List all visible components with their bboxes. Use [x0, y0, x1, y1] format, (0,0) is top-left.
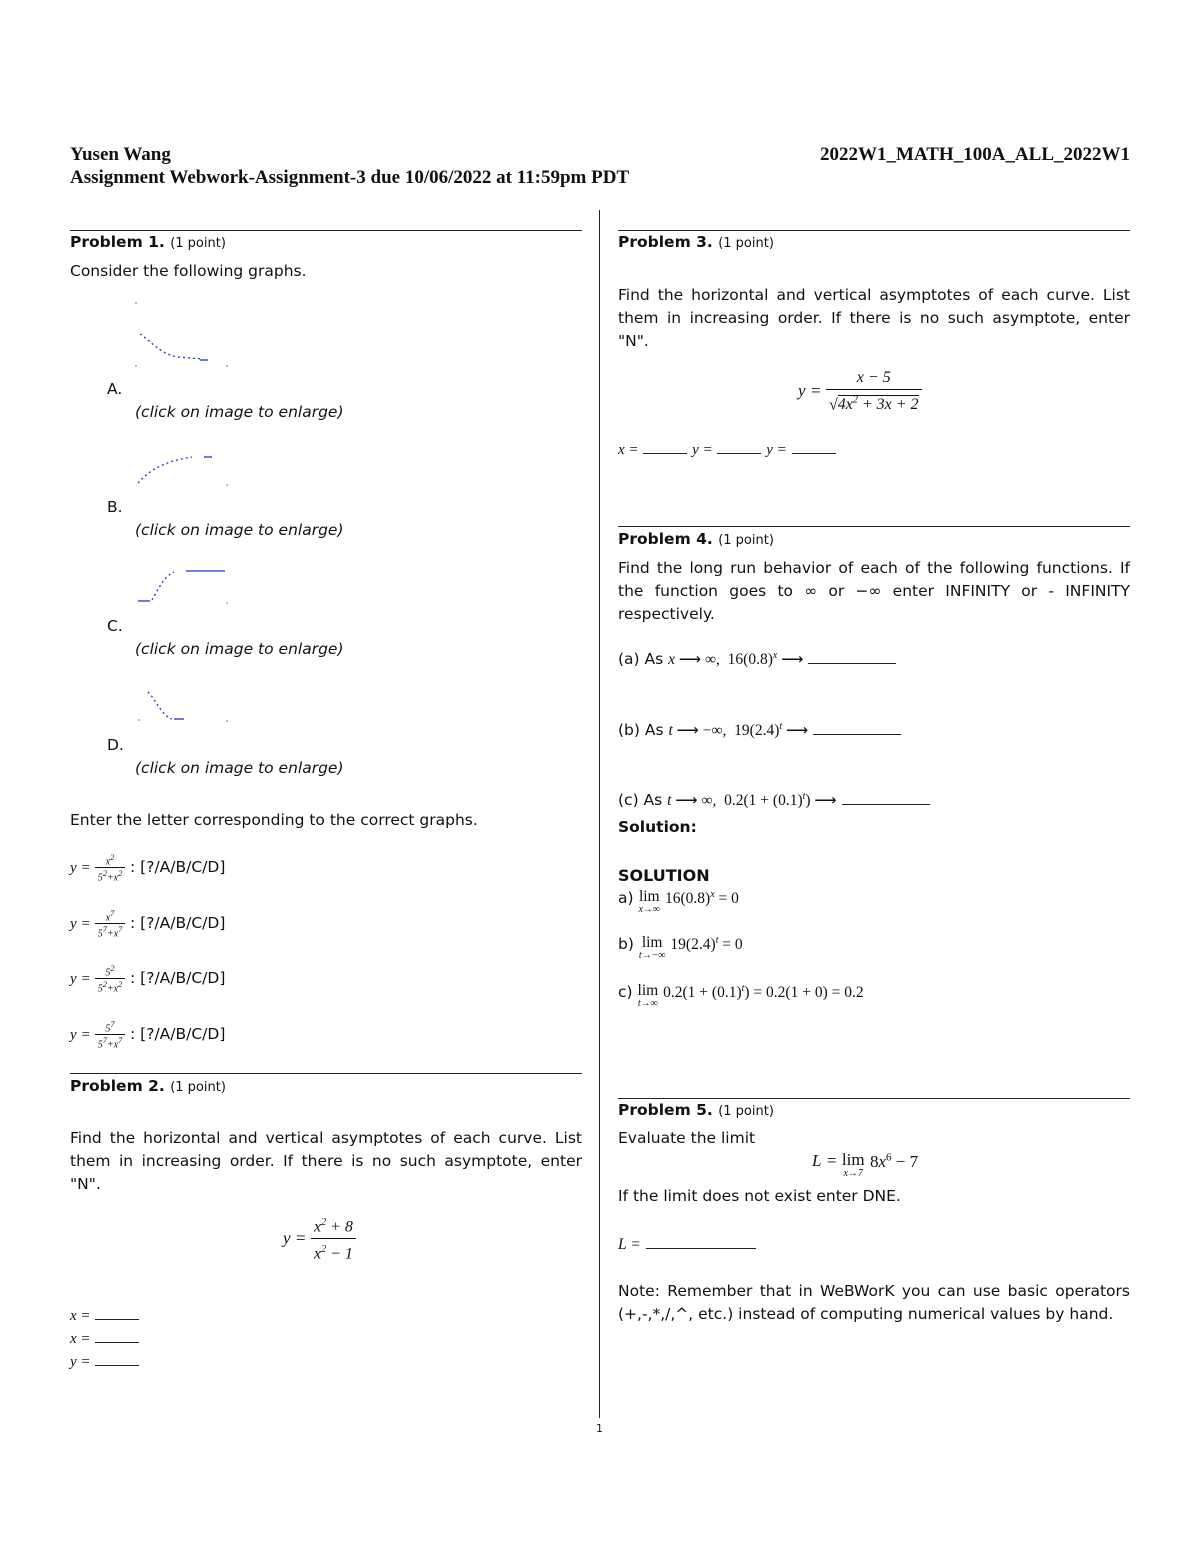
p5-answer [618, 1235, 756, 1254]
graph-b-image[interactable] [130, 440, 235, 490]
p4-input-b[interactable] [813, 722, 901, 735]
p4-part-a: (a) As x ⟶ ∞, $16(0.8)^x$ ⟶ [618, 650, 896, 669]
course-code: 2022W1_MATH_100A_ALL_2022W1 [820, 144, 1130, 165]
p3-input-2[interactable] [717, 441, 761, 454]
p4-part-c-label: (c) As [618, 791, 663, 810]
p1-equation-4: y = $\frac{5^7}{5^7+x^7}$ : [?/A/B/C/D] [70, 1020, 226, 1051]
p1-equation-2: y = $\frac{x^7}{5^7+x^7}$ : [?/A/B/C/D] [70, 909, 226, 940]
p1-equation-1: y = $\frac{x^2}{5^2+x^2}$ : [?/A/B/C/D] [70, 853, 226, 884]
problem-5-title: Problem 5. [618, 1101, 713, 1119]
problem-1-instruction: Enter the letter corresponding to the correct graphs. [70, 811, 478, 829]
problem-2-title: Problem 2. [70, 1077, 165, 1095]
p2-label-3: y = [70, 1354, 91, 1370]
p4-solution-c: c) lim t→∞ $0.2(1 + (0.1)^t) = 0.2(1 + 0) = 0.2$ [618, 982, 864, 1009]
assignment-title: Assignment Webwork-Assignment-3 due 10/06/2022 at 11:59pm PDT [70, 167, 630, 188]
problem-2-points: (1 point) [170, 1080, 226, 1095]
p3-input-1[interactable] [643, 441, 687, 454]
problem-4-title: Problem 4. [618, 530, 713, 548]
p4-solution-b: b) lim t→−∞ $19(2.4)^t = 0$ [618, 934, 743, 961]
p4-solution-c-label: c) [618, 983, 633, 1001]
problem-3-points: (1 point) [718, 236, 774, 251]
p4-solution-a-label: a) [618, 889, 634, 907]
problem-2-heading [70, 1077, 226, 1095]
p3-label-2: y = [692, 442, 713, 458]
problem-5-intro: Evaluate the limit [618, 1129, 756, 1147]
problem-3-heading [618, 233, 774, 251]
p5-input[interactable] [646, 1236, 756, 1249]
problem-1-points: (1 point) [170, 236, 226, 251]
p2-input-2[interactable] [95, 1330, 139, 1343]
p3-label-3: y = [766, 442, 787, 458]
problem-1-title: Problem 1. [70, 233, 165, 251]
p5-equation: L = lim x→7 $8x^6 - 7$ [812, 1150, 919, 1179]
p2-equation: y = $\frac{x^2 + 8}{x^2 - 1}$ [283, 1212, 356, 1266]
problem-4-points: (1 point) [718, 533, 774, 548]
p3-label-1: x = [618, 442, 639, 458]
problem-5-points: (1 point) [718, 1104, 774, 1119]
p2-answer-3 [70, 1352, 139, 1371]
problem-3-rule [618, 230, 1130, 231]
p4-solution-heading: SOLUTION [618, 866, 710, 885]
p1-equation-3: y = $\frac{5^2}{5^2+x^2}$ : [?/A/B/C/D] [70, 964, 226, 995]
problem-2-rule [70, 1073, 582, 1074]
graph-d-caption[interactable]: (click on image to enlarge) [135, 759, 344, 777]
column-divider [599, 210, 600, 1418]
p4-solution-a: a) lim x→∞ $16(0.8)^x = 0$ [618, 888, 739, 915]
p1-choices-4[interactable]: : [?/A/B/C/D] [130, 1024, 226, 1043]
p4-input-a[interactable] [808, 651, 896, 664]
p3-equation: y = $\frac{x - 5}{√4x^2 + 3x + 2}$ [798, 367, 922, 416]
graph-d-image[interactable] [130, 682, 235, 726]
problem-3-text: Find the horizontal and vertical asymptotes of each curve. List them in increasing order. If there is no such asymptote, enter "N". [618, 286, 1130, 350]
student-name: Yusen Wang [70, 144, 171, 165]
problem-1-heading [70, 233, 226, 251]
problem-4-text: Find the long run behavior of each of the following functions. If the function goes to ∞ or −∞ enter INFINITY or - INFINITY respectively. [618, 559, 1130, 623]
problem-5-heading [618, 1101, 774, 1119]
problem-1-rule [70, 230, 582, 231]
p2-answer-2 [70, 1329, 139, 1348]
problem-4-heading [618, 530, 774, 548]
p4-part-b: (b) As t ⟶ −∞, $19(2.4)^t$ ⟶ [618, 721, 901, 740]
problem-5-dne: If the limit does not exist enter DNE. [618, 1187, 901, 1205]
problem-5-rule [618, 1098, 1130, 1099]
p2-label-2: x = [70, 1331, 91, 1347]
p2-input-3[interactable] [95, 1353, 139, 1366]
p4-solution-label: Solution: [618, 818, 697, 836]
p2-input-1[interactable] [95, 1307, 139, 1320]
graph-c-caption[interactable]: (click on image to enlarge) [135, 640, 344, 658]
problem-2-text: Find the horizontal and vertical asymptotes of each curve. List them in increasing order. If there is no such asymptote, enter "N". [70, 1129, 582, 1193]
graph-a-caption[interactable]: (click on image to enlarge) [135, 403, 344, 421]
p2-answer-1 [70, 1306, 139, 1325]
graph-b-caption[interactable]: (click on image to enlarge) [135, 521, 344, 539]
p1-choices-1[interactable]: : [?/A/B/C/D] [130, 857, 226, 876]
graph-c-letter: C. [107, 617, 123, 635]
problem-3-title: Problem 3. [618, 233, 713, 251]
p1-choices-2[interactable]: : [?/A/B/C/D] [130, 913, 226, 932]
page-number: 1 [596, 1422, 603, 1435]
p3-answers [618, 440, 836, 459]
problem-5-note: Note: Remember that in WeBWorK you can use basic operators (+,-,*,/,^, etc.) instead of computing numerical values by hand. [618, 1282, 1130, 1323]
graph-a-image[interactable] [130, 298, 235, 370]
graph-c-image[interactable] [130, 560, 235, 608]
p3-input-3[interactable] [792, 441, 836, 454]
p1-choices-3[interactable]: : [?/A/B/C/D] [130, 968, 226, 987]
problem-1-intro: Consider the following graphs. [70, 262, 307, 280]
p4-part-b-label: (b) As [618, 721, 664, 740]
p4-input-c[interactable] [842, 792, 930, 805]
p2-label-1: x = [70, 1308, 91, 1324]
p5-label: L = [618, 1236, 641, 1253]
p4-part-c: (c) As t ⟶ ∞, $0.2(1 + (0.1)^t)$ ⟶ [618, 791, 930, 810]
problem-4-rule [618, 526, 1130, 527]
p4-solution-b-label: b) [618, 935, 634, 953]
p4-part-a-label: (a) As [618, 650, 664, 669]
graph-b-letter: B. [107, 498, 123, 516]
graph-a-letter: A. [107, 380, 123, 398]
graph-d-letter: D. [107, 736, 124, 754]
